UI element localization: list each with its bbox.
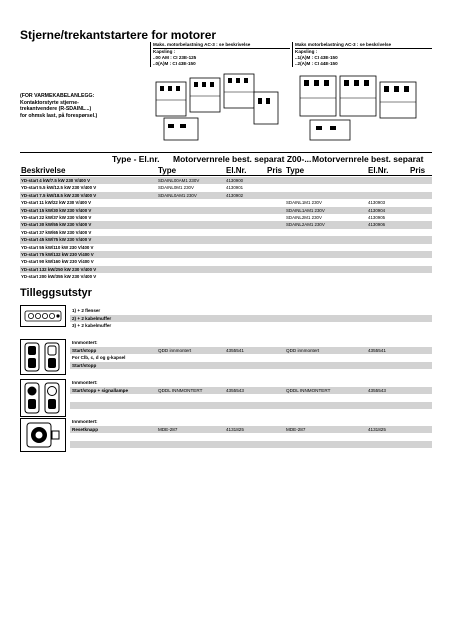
accessory-label: 2) + 2 kabelmuffer: [72, 315, 112, 321]
table-cell-desc: YD-start 30 kW/55 kW 230 V/400 V: [21, 222, 92, 228]
accessory-label: Start/stopp + signallampe: [72, 387, 129, 393]
table-cell-n2: 4130905: [368, 214, 386, 220]
section-title: Tilleggsutstyr: [20, 287, 92, 299]
start-stop-lamp-icon: [20, 379, 66, 417]
col-elnr-2: El.Nr.: [368, 166, 389, 175]
note-text: [20, 93, 140, 119]
note-line: (FOR VARMEKABELANLEGG:: [20, 93, 95, 99]
table-row: [20, 236, 432, 243]
table-row: [20, 184, 432, 191]
accessory-row: [70, 315, 432, 323]
table-row: [20, 192, 432, 199]
accessory-label: Start/stopp: [72, 347, 97, 353]
col-elnr: El.Nr.: [226, 166, 247, 175]
accessory-row: [70, 426, 432, 434]
type-elnr-label: Type - El.nr.: [112, 154, 160, 164]
group1-header: Motorvernrele best. separat Z00-...: [173, 154, 312, 164]
accessory-row: [70, 322, 432, 330]
accessory-n1: 4355543: [226, 387, 244, 393]
accessory-row: [70, 379, 432, 387]
accessory-lamp-list: [70, 379, 432, 417]
table-cell-desc: YD-start 200 kW/355 kW 230 V/400 V: [21, 274, 97, 280]
table-cell-t1: SDAINL00AM1 230V: [158, 178, 200, 183]
table-row: [20, 266, 432, 273]
accessory-t1: QDDL INNMONTERT: [158, 387, 203, 393]
product-table-body: [20, 177, 432, 280]
table-cell-n1: 4130902: [226, 192, 244, 198]
table-cell-n1: 4130900: [226, 178, 244, 183]
accessory-label: Resetknapp: [72, 426, 99, 432]
group2-header: Motorvernrele best. separat: [312, 154, 424, 164]
table-cell-desc: YD-start 4 kW/7.5 kW 230 V/400 V: [21, 178, 91, 183]
accessory-n2: 4131825: [368, 426, 386, 432]
accessory-n1: 4355541: [226, 347, 244, 353]
col-beskrivelse: Beskrivelse: [21, 166, 66, 175]
accessory-row: [70, 387, 432, 395]
table-cell-desc: YD-start 55 kW/110 kW 230 V/400 V: [21, 244, 94, 250]
accessory-label: Innmontert:: [72, 380, 98, 385]
accessory-row: [70, 402, 432, 410]
table-row: [20, 273, 432, 280]
table-row: [20, 258, 432, 265]
table-cell-t2: SDAINL1AM1 230V: [286, 207, 325, 213]
table-cell-n2: 4130906: [368, 222, 386, 228]
accessory-label: For Clb, c, d og g-kapsel: [72, 355, 126, 361]
table-row: [20, 214, 432, 221]
spec-head: Maks. motorbelastning AC-3 : se beskrivelse: [153, 42, 290, 49]
table-header-row-2: [20, 166, 432, 176]
col-type: Type: [158, 166, 177, 175]
contactor-assembly-image-left: [150, 72, 284, 144]
accessory-row: [70, 339, 432, 347]
accessory-label: Innmontert:: [72, 340, 98, 345]
accessory-row: [70, 307, 432, 315]
table-cell-t1: SDAINL0AM1 230V: [158, 192, 197, 198]
table-header-row-1: [20, 152, 432, 165]
spec-line: Kapsling :: [295, 49, 318, 54]
table-cell-t2: SDAINL2AM1 230V: [286, 222, 325, 228]
table-row: [20, 177, 432, 184]
table-row: [20, 229, 432, 236]
accessory-row: [70, 433, 432, 441]
accessory-row: [70, 369, 432, 377]
table-row: [20, 207, 432, 214]
table-row: [20, 199, 432, 206]
accessory-row: [70, 362, 432, 370]
table-row: [20, 221, 432, 228]
table-row: [20, 244, 432, 251]
accessory-n2: 4355541: [368, 347, 386, 353]
table-cell-n1: 4130901: [226, 185, 244, 191]
note-line: trekantvendere (R-SDAINL...): [20, 106, 92, 112]
accessory-start-stop-list: [70, 339, 432, 377]
accessory-row: [70, 394, 432, 402]
accessory-row: [70, 354, 432, 362]
spec-box-right: [292, 42, 432, 67]
table-row: [20, 251, 432, 258]
table-cell-n2: 4130904: [368, 207, 386, 213]
accessory-t2: MDE-287: [286, 426, 306, 432]
spec-head: Maks motorbelastning AC-3 : se beskrivelse: [295, 42, 432, 49]
accessory-row: [70, 347, 432, 355]
note-line: Kontaktorstyrte stjerne-: [20, 99, 79, 106]
spec-line: Kapsling :: [153, 49, 176, 54]
flange-gland-icon: [20, 305, 66, 327]
accessory-reset-list: [70, 418, 432, 456]
accessory-row: [70, 441, 432, 449]
col-pris-2: Pris: [410, 166, 426, 175]
table-cell-desc: YD-start 22 kW/37 kW 230 V/400 V: [21, 214, 92, 220]
table-cell-t2: SDAINL2M1 230V: [286, 214, 322, 220]
accessory-label: 1) + 2 flenser: [72, 308, 101, 313]
accessory-row: [70, 409, 432, 417]
spec-line: ..0(A)M : CI 43E-150: [153, 61, 196, 66]
accessory-n2: 4355543: [368, 387, 386, 393]
start-stop-button-icon: [20, 339, 66, 375]
accessory-label: Start/stopp: [72, 362, 97, 368]
accessory-flange-list: [70, 307, 432, 330]
spec-line: ..1(A)M : CI 43E-150: [295, 55, 338, 60]
accessory-t2: QDDL INNMONTERT: [286, 387, 331, 393]
accessory-label: 3) + 2 kabelmuffer: [72, 323, 112, 329]
table-cell-desc: YD-start 11 kW/22 kW 230 V/400 V: [21, 200, 92, 206]
accessory-t1: MDE-287: [158, 426, 178, 432]
accessory-row: [70, 448, 432, 456]
page-title: Stjerne/trekantstartere for motorer: [20, 28, 217, 42]
table-cell-desc: YD-start 5.5 kW/12.5 kW 230 V/400 V: [21, 185, 97, 191]
note-line: for ohmsk last, på forespørsel.): [20, 112, 98, 119]
table-cell-desc: YD-start 37 kW/65 kW 230 V/400 V: [21, 229, 92, 235]
table-cell-n2: 4130903: [368, 200, 386, 206]
table-cell-desc: YD-start 90 kW/160 kW 230 V/400 V: [21, 259, 94, 265]
reset-button-icon: [20, 418, 66, 452]
accessory-row: [70, 418, 432, 426]
accessory-n1: 4131825: [226, 426, 244, 432]
spec-box-left: [150, 42, 290, 67]
table-cell-desc: YD-start 7.5 kW/18.5 kW 230 V/400 V: [21, 192, 97, 198]
table-cell-t2: SDAINL1M1 230V: [286, 200, 322, 206]
contactor-assembly-image-right: [296, 72, 432, 144]
table-cell-desc: YD-start 45 kW/75 kW 230 V/400 V: [21, 237, 92, 243]
accessory-t1: QDD innmontert: [158, 347, 192, 353]
spec-line: ..00 AM : CI 23E-125: [153, 55, 197, 60]
col-type-2: Type: [286, 166, 305, 175]
spec-line: ..2(A)M : CI 44E-150: [295, 61, 338, 66]
col-pris: Pris: [267, 166, 283, 175]
table-cell-desc: YD-start 132 kW/250 kW 230 V/400 V: [21, 266, 97, 272]
table-cell-t1: SDAINL0M1 230V: [158, 185, 194, 191]
accessory-t2: QDD innmontert: [286, 347, 320, 353]
table-cell-desc: YD-start 15 kW/30 kW 230 V/400 V: [21, 207, 92, 213]
table-cell-desc: YD-start 75 kW/132 kW 230 V/400 V: [21, 251, 94, 257]
accessory-label: Innmontert:: [72, 419, 98, 424]
